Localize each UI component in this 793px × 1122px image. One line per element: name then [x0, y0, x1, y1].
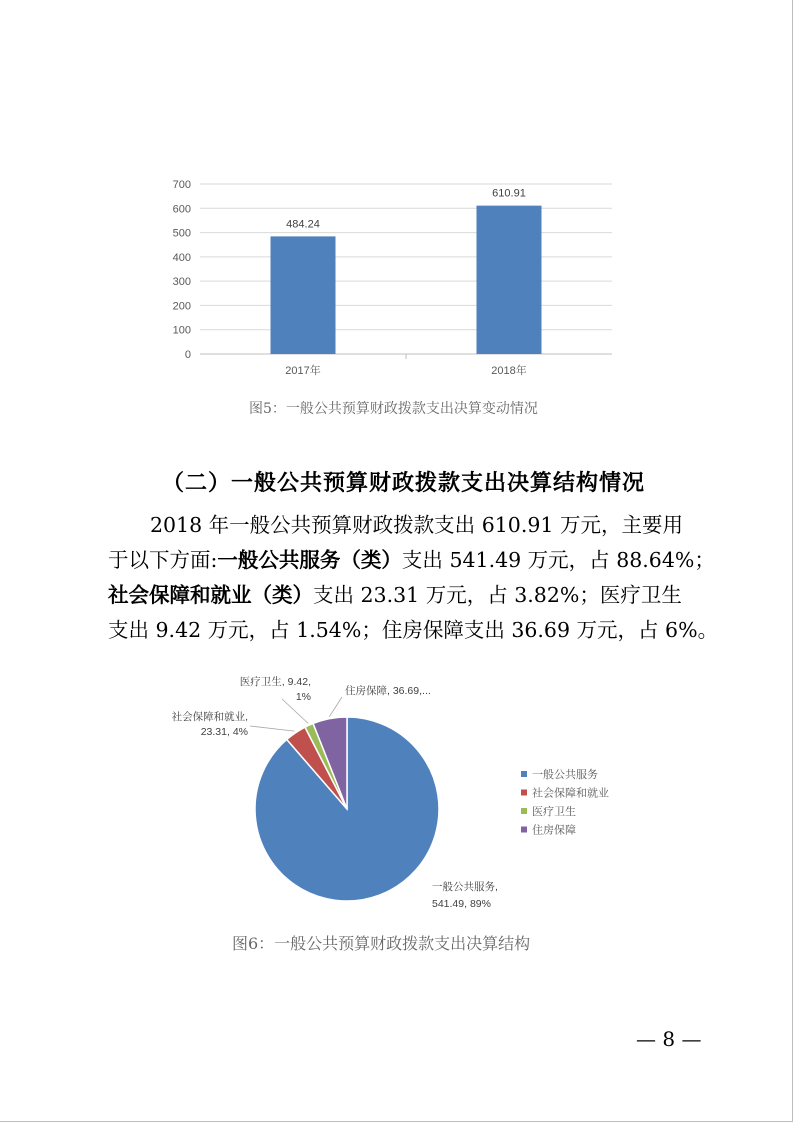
pie-data-label: 541.49, 89%	[432, 898, 491, 910]
pie-data-label: 一般公共服务,	[432, 881, 498, 893]
y-tick-label: 600	[172, 203, 191, 216]
y-tick-label: 400	[172, 251, 191, 264]
page-number: — 8 —	[636, 1027, 702, 1051]
pie-chart	[0, 670, 793, 930]
bar	[477, 206, 542, 354]
paragraph-text: 支出 23.31 万元，占 3.82%；医疗卫生	[313, 583, 682, 607]
pie-data-label: 社会保障和就业,	[171, 711, 248, 723]
bar-chart	[0, 0, 793, 395]
paragraph-bold-text: 一般公共服务（类）	[217, 548, 402, 572]
legend-label: 社会保障和就业	[532, 787, 609, 800]
paragraph-line-1	[108, 508, 700, 543]
paragraph-text: 支出 9.42 万元，占 1.54%；住房保障支出 36.69 万元，占 6%。	[108, 618, 719, 642]
y-tick-label: 100	[172, 324, 191, 337]
y-tick-label: 300	[172, 276, 191, 289]
paragraph-line-3	[108, 578, 700, 613]
paragraph-line-2	[108, 543, 715, 578]
pie-data-label: 住房保障, 36.69,...	[345, 685, 431, 697]
y-tick-label: 0	[184, 349, 191, 361]
y-tick-label: 700	[172, 179, 191, 191]
bar-data-label: 610.91	[492, 187, 526, 200]
paragraph-bold-text: 社会保障和就业（类）	[108, 583, 313, 607]
figure5-caption: 图5：一般公共预算财政拨款支出决算变动情况	[249, 401, 538, 417]
y-tick-label: 200	[172, 300, 191, 313]
pie-data-label: 医疗卫生, 9.42,	[239, 676, 311, 688]
legend-swatch	[521, 790, 527, 796]
legend-label: 医疗卫生	[532, 806, 576, 818]
paragraph-text: 2018 年一般公共预算财政拨款支出 610.91 万元，主要用	[150, 513, 683, 537]
paragraph-text: 于以下方面:	[108, 548, 218, 572]
pie-data-label: 1%	[295, 691, 311, 703]
bar	[271, 236, 336, 354]
paragraph-line-4	[108, 613, 719, 648]
figure6-caption: 图6：一般公共预算财政拨款支出决算结构	[232, 934, 531, 953]
bar-data-label: 484.24	[286, 218, 320, 231]
leader-line	[329, 697, 342, 717]
legend-swatch	[521, 771, 527, 777]
section-heading: （二）一般公共预算财政拨款支出决算结构情况	[162, 471, 646, 496]
leader-line	[250, 726, 294, 731]
body-paragraph	[108, 508, 719, 648]
x-tick-label: 2017年	[285, 365, 321, 377]
y-tick-label: 500	[172, 227, 191, 240]
legend-label: 一般公共服务	[532, 769, 598, 781]
x-tick-label: 2018年	[491, 365, 527, 377]
pie-data-label: 23.31, 4%	[200, 726, 248, 738]
paragraph-text: 支出 541.49 万元，占 88.64%；	[401, 548, 715, 572]
legend-swatch	[521, 827, 527, 833]
legend-swatch	[521, 808, 527, 814]
legend-label: 住房保障	[532, 824, 576, 837]
